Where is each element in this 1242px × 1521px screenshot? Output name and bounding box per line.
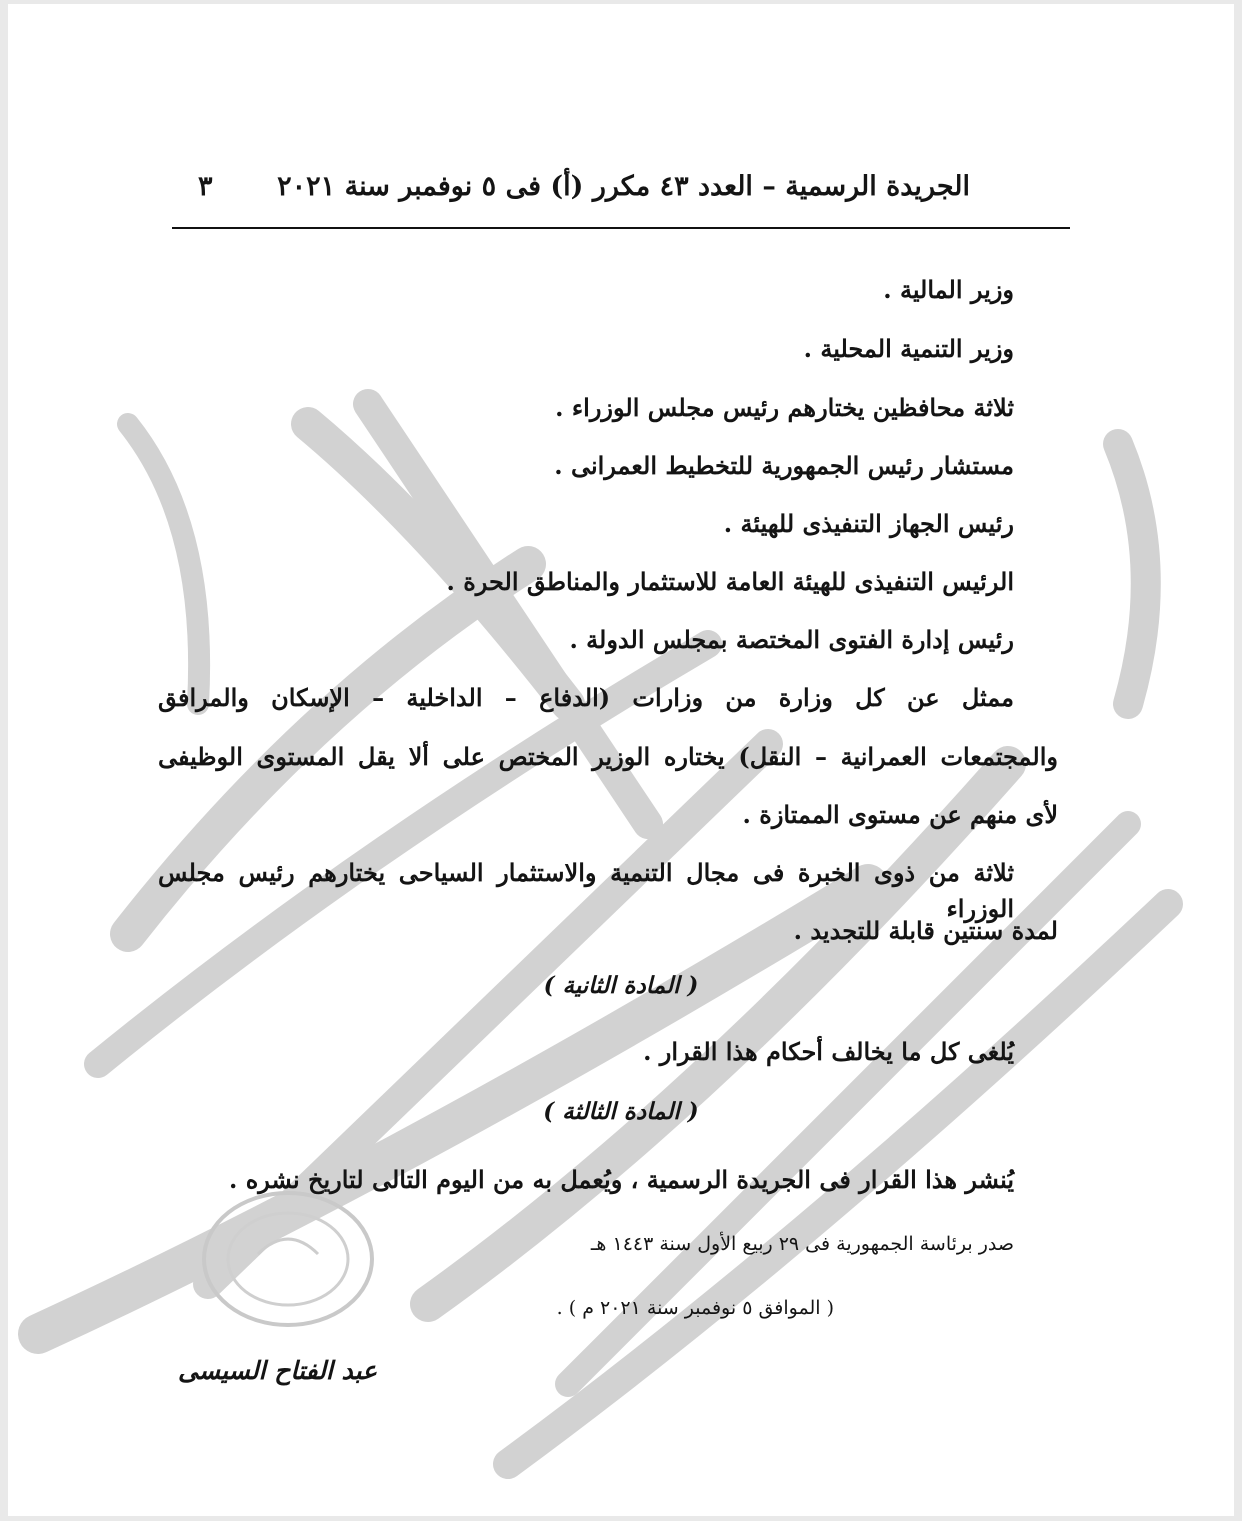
experts-line-1: ثلاثة من ذوى الخبرة فى مجال التنمية والاستثمار السياحى يختارهم رئيس مجلس الوزراء — [158, 858, 1014, 923]
page-number: ٣ — [198, 171, 213, 202]
representatives-line-2: والمجتمعات العمرانية – النقل) يختاره الوزير المختص على ألا يقل المستوى الوظيفى — [158, 742, 1058, 771]
member-line: رئيس إدارة الفتوى المختصة بمجلس الدولة . — [569, 625, 1014, 654]
article-3-text: يُنشر هذا القرار فى الجريدة الرسمية ، ويُعمل به من اليوم التالى لتاريخ نشره . — [229, 1165, 1014, 1194]
issued-date-hijri: صدر برئاسة الجمهورية فى ٢٩ ربيع الأول سنة ١٤٤٣ هـ — [590, 1233, 1014, 1255]
gazette-page — [8, 4, 1234, 1516]
member-line: ثلاثة محافظين يختارهم رئيس مجلس الوزراء . — [555, 393, 1014, 422]
member-line: رئيس الجهاز التنفيذى للهيئة . — [723, 509, 1014, 538]
representatives-line-3: لأى منهم عن مستوى الممتازة . — [742, 800, 1058, 829]
header-title: الجريدة الرسمية – العدد ٤٣ مكرر (أ) فى ٥ نوفمبر سنة ٢٠٢١ — [277, 171, 970, 202]
member-line: وزير المالية . — [883, 275, 1014, 304]
article-2-heading: ( المادة الثانية ) — [543, 972, 699, 999]
member-line: الرئيس التنفيذى للهيئة العامة للاستثمار والمناطق الحرة . — [446, 567, 1014, 596]
official-seal — [188, 1184, 388, 1334]
issued-date-gregorian: ( الموافق ٥ نوفمبر سنة ٢٠٢١ م ) . — [556, 1297, 834, 1319]
member-line: وزير التنمية المحلية . — [803, 334, 1014, 363]
representatives-line-1: ممثل عن كل وزارة من وزارات (الدفاع – الداخلية – الإسكان والمرافق — [158, 683, 1014, 712]
experts-line-2: لمدة سنتين قابلة للتجديد . — [793, 916, 1058, 945]
gazette-header — [172, 167, 1070, 229]
article-2-text: يُلغى كل ما يخالف أحكام هذا القرار . — [643, 1037, 1014, 1066]
member-line: مستشار رئيس الجمهورية للتخطيط العمرانى . — [554, 451, 1014, 480]
signature: عبد الفتاح السيسى — [178, 1356, 378, 1385]
article-3-heading: ( المادة الثالثة ) — [543, 1098, 699, 1125]
